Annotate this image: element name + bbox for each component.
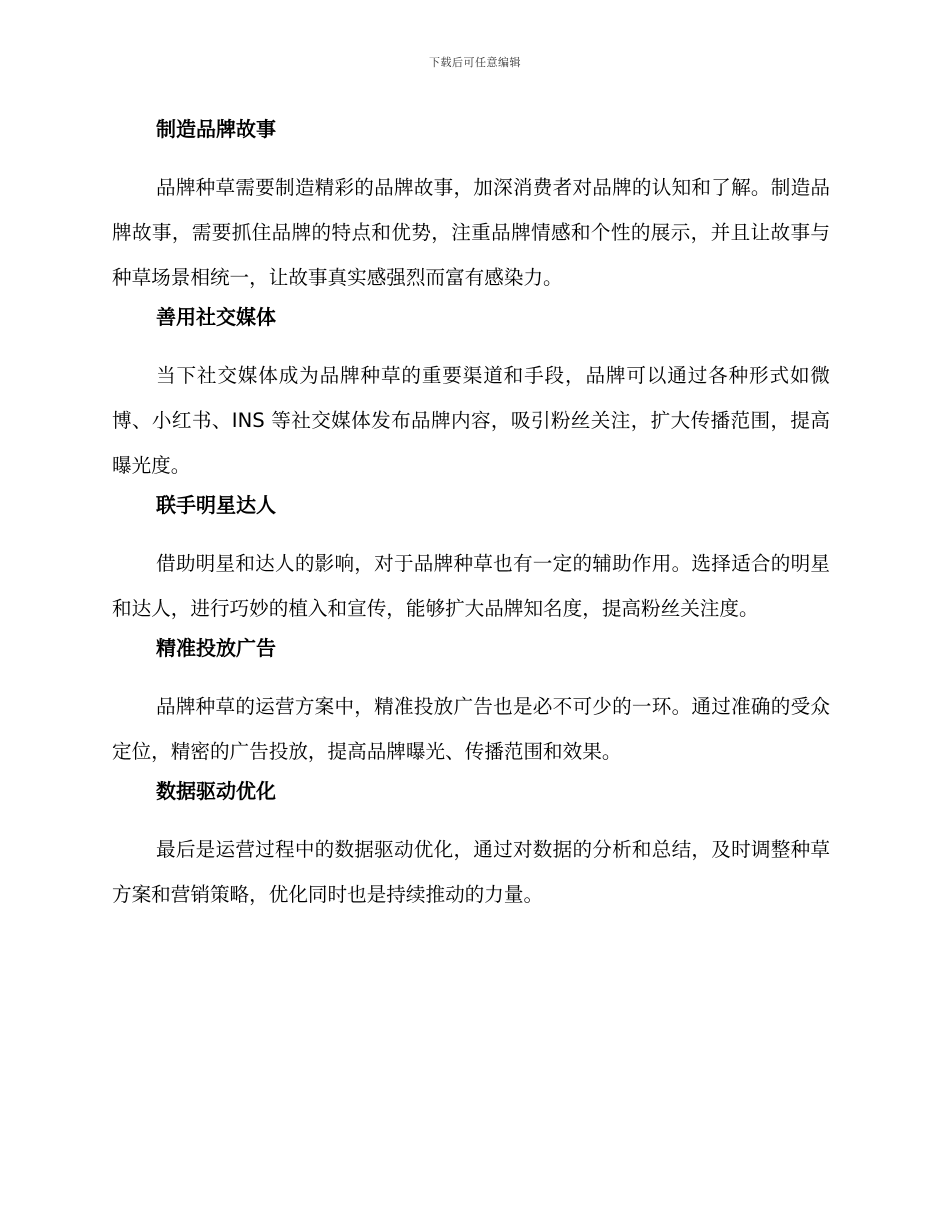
section-precise-ads [112, 631, 830, 774]
section-heading: 制造品牌故事 [156, 117, 276, 141]
section-paragraph: 最后是运营过程中的数据驱动优化，通过对数据的分析和总结，及时调整种草方案和营销策略，优化同时也是持续推动的力量。 [112, 838, 830, 906]
section-heading: 联手明星达人 [156, 493, 276, 517]
section-brand-story [112, 112, 830, 300]
document-content [112, 112, 830, 917]
section-paragraph: 品牌种草需要制造精彩的品牌故事，加深消费者对品牌的认知和了解。制造品牌故事，需要抓住品牌的特点和优势，注重品牌情感和个性的展示，并且让故事与种草场景相统一，让故事真实感强烈而富有感染力。 [112, 176, 830, 289]
section-paragraph: 品牌种草的运营方案中，精准投放广告也是必不可少的一环。通过准确的受众定位，精密的广告投放，提高品牌曝光、传播范围和效果。 [112, 695, 830, 763]
section-heading: 数据驱动优化 [156, 779, 276, 803]
section-heading: 精准投放广告 [156, 636, 276, 660]
section-social-media [112, 300, 830, 488]
section-data-driven [112, 774, 830, 917]
page-header-note: 下载后可任意编辑 [429, 56, 521, 69]
section-celebrity-kol [112, 488, 830, 631]
section-heading: 善用社交媒体 [156, 305, 276, 329]
section-paragraph: 当下社交媒体成为品牌种草的重要渠道和手段，品牌可以通过各种形式如微博、小红书、INS 等社交媒体发布品牌内容，吸引粉丝关注，扩大传播范围，提高曝光度。 [112, 364, 830, 477]
section-paragraph: 借助明星和达人的影响，对于品牌种草也有一定的辅助作用。选择适合的明星和达人，进行巧妙的植入和宣传，能够扩大品牌知名度，提高粉丝关注度。 [112, 552, 830, 620]
